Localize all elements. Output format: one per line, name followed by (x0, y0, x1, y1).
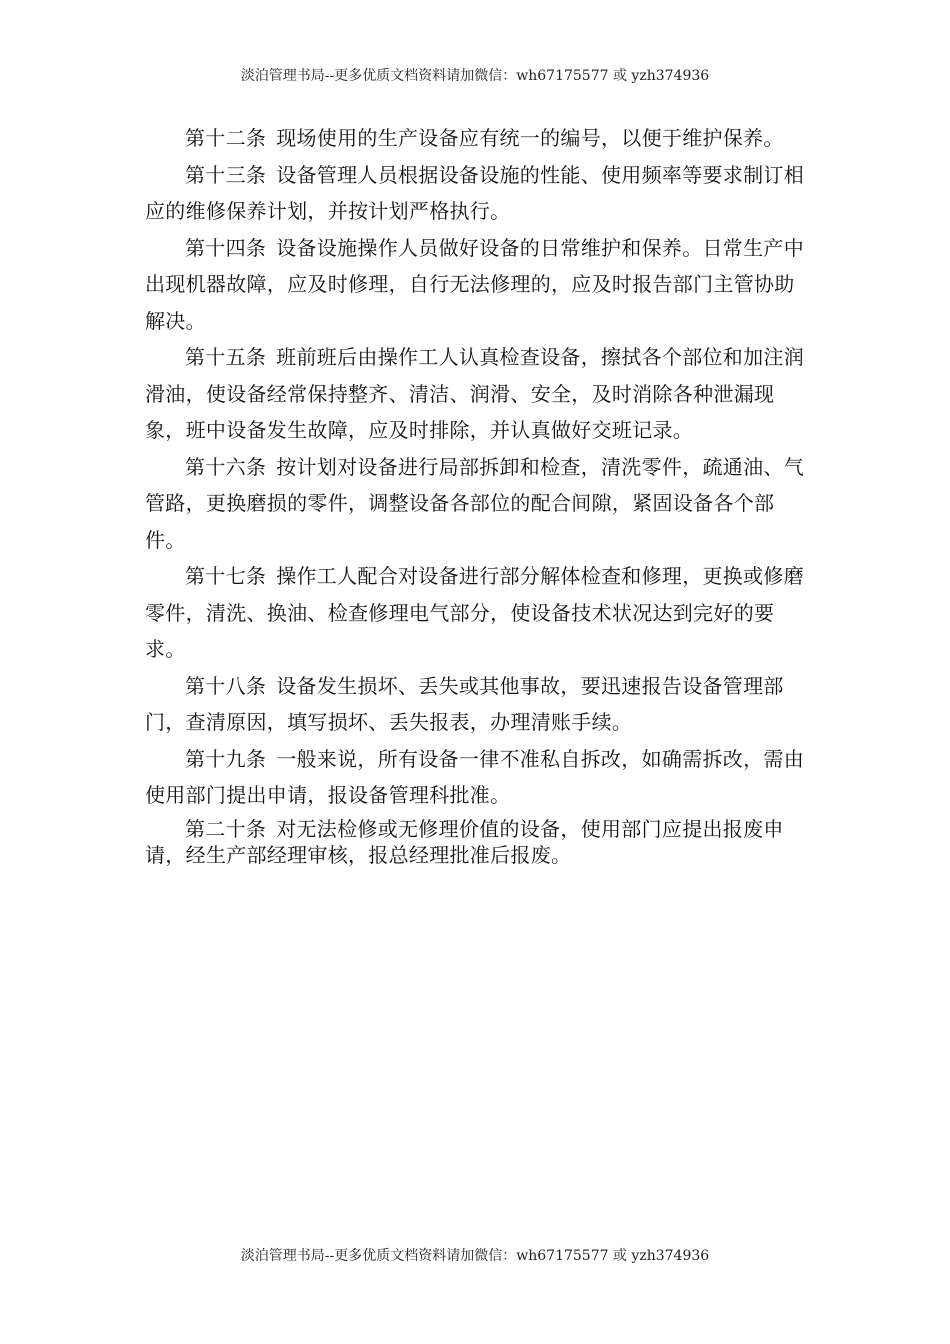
article-12 (145, 120, 813, 157)
article-17 (145, 558, 813, 668)
article-18 (145, 668, 813, 741)
article-15 (145, 339, 813, 449)
article-text: 现场使用的生产设备应有统一的编号，以便于维护保养。 (276, 126, 784, 150)
article-text: 对无法检修或无修理价值的设备，使用部门应提出报废申请，经生产部经理审核，报总经理批准后报废。 (145, 816, 784, 867)
article-number: 第十七条 (185, 564, 267, 588)
article-number: 第十六条 (185, 454, 267, 479)
article-13 (145, 157, 813, 230)
article-text: 设备设施操作人员做好设备的日常维护和保养。日常生产中出现机器故障，应及时修理，自行无法修理的，应及时报告部门主管协助解决。 (145, 235, 805, 333)
article-19 (145, 741, 813, 814)
document-body (145, 120, 813, 868)
article-text: 操作工人配合对设备进行部分解体检查和修理，更换或修磨零件，清洗、换油、检查修理电气部分，使设备技术状况达到完好的要求。 (145, 564, 805, 661)
article-number: 第十八条 (185, 673, 267, 698)
article-text: 一般来说，所有设备一律不准私自拆改，如确需拆改，需由使用部门提出申请，报设备管理科批准。 (145, 746, 805, 807)
article-14 (145, 230, 813, 340)
article-text: 班前班后由操作工人认真检查设备，擦拭各个部位和加注润滑油，使设备经常保持整齐、清洁、润滑、安全，及时消除各种泄漏现象，班中设备发生故障，应及时排除，并认真做好交班记录。 (145, 345, 805, 442)
footer-watermark-note: 淡泊管理书局--更多优质文档资料请加微信：wh67175577 或 yzh374936 (240, 1248, 710, 1264)
article-number: 第十三条 (185, 162, 267, 187)
article-number: 第十五条 (185, 345, 267, 369)
article-number: 第二十条 (185, 816, 267, 841)
article-number: 第十四条 (185, 235, 267, 260)
article-text: 按计划对设备进行局部拆卸和检查，清洗零件，疏通油、气管路，更换磨损的零件，调整设备各部位的配合间隙，紧固设备各个部件。 (145, 454, 805, 552)
article-20 (145, 816, 813, 868)
article-number: 第十九条 (185, 746, 267, 771)
article-16 (145, 449, 813, 559)
article-text: 设备发生损坏、丢失或其他事故，要迅速报告设备管理部门，查清原因，填写损坏、丢失报表，办理清账手续。 (145, 673, 784, 734)
article-number: 第十二条 (185, 126, 267, 150)
header-watermark-note: 淡泊管理书局--更多优质文档资料请加微信：wh67175577 或 yzh374936 (240, 68, 710, 84)
article-text: 设备管理人员根据设备设施的性能、使用频率等要求制订相应的维修保养计划，并按计划严格执行。 (145, 162, 805, 223)
